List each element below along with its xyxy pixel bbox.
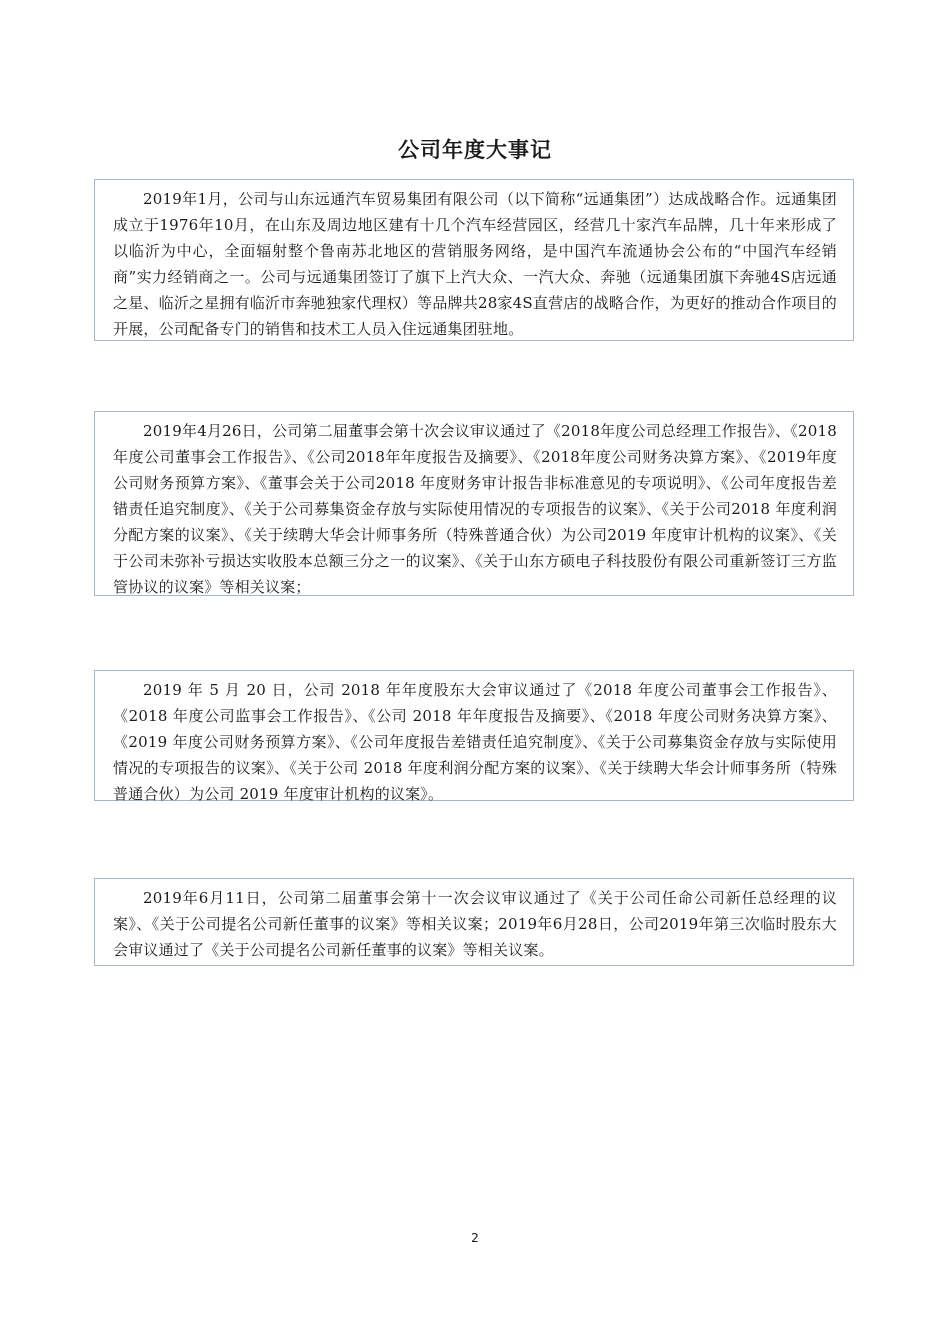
event-text: 2019 年 5 月 20 日，公司 2018 年年度股东大会审议通过了《2018 年度公司董事会工作报告》、《2018 年度公司监事会工作报告》、《公司 2018 年年度报告及摘要》、《2018 年度公司财务决算方案》、《2019 年度公司财务预算方案》、《公司年度报告差错责任追究制度》、《关于公司募集资金存放与实际使用情况的专项报告的议案》、《关于公司 2018 年度利润分配方案的议案》、《关于续聘大华会计师事务所（特殊普通合伙）为公司 2019 年度审计机构的议案》。: [113, 681, 837, 803]
event-box-2019-06: [94, 878, 854, 966]
event-text: 2019年1月，公司与山东远通汽车贸易集团有限公司（以下简称“远通集团”）达成战略合作。远通集团成立于1976年10月，在山东及周边地区建有十几个汽车经营园区，经营几十家汽车品牌，几十年来形成了以临沂为中心，全面辐射整个鲁南苏北地区的营销服务网络，是中国汽车流通协会公布的“中国汽车经销商”实力经销商之一。公司与远通集团签订了旗下上汽大众、一汽大众、奔驰（远通集团旗下奔驰4S店远通之星、临沂之星拥有临沂市奔驰独家代理权）等品牌共28家4S直营店的战略合作，为更好的推动合作项目的开展，公司配备专门的销售和技术工人员入住远通集团驻地。: [113, 190, 837, 338]
event-box-2019-01: [94, 179, 854, 341]
page-title: 公司年度大事记: [398, 138, 552, 162]
event-box-2019-05-20: [94, 670, 854, 801]
event-box-2019-04-26: [94, 411, 854, 596]
event-text: 2019年6月11日，公司第二届董事会第十一次会议审议通过了《关于公司任命公司新任总经理的议案》、《关于公司提名公司新任董事的议案》等相关议案；2019年6月28日，公司2019年第三次临时股东大会审议通过了《关于公司提名公司新任董事的议案》等相关议案。: [113, 889, 837, 959]
event-text: 2019年4月26日，公司第二届董事会第十次会议审议通过了《2018年度公司总经理工作报告》、《2018年度公司董事会工作报告》、《公司2018年年度报告及摘要》、《2018年度公司财务决算方案》、《2019年度公司财务预算方案》、《董事会关于公司2018 年度财务审计报告非标准意见的专项说明》、《公司年度报告差错责任追究制度》、《关于公司募集资金存放与实际使用情况的专项报告的议案》、《关于公司2018 年度利润分配方案的议案》、《关于续聘大华会计师事务所（特殊普通合伙）为公司2019 年度审计机构的议案》、《关于公司未弥补亏损达实收股本总额三分之一的议案》、《关于山东方硕电子科技股份有限公司重新签订三方监管协议的议案》等相关议案；: [113, 422, 837, 596]
page-number: 2: [471, 1231, 479, 1245]
